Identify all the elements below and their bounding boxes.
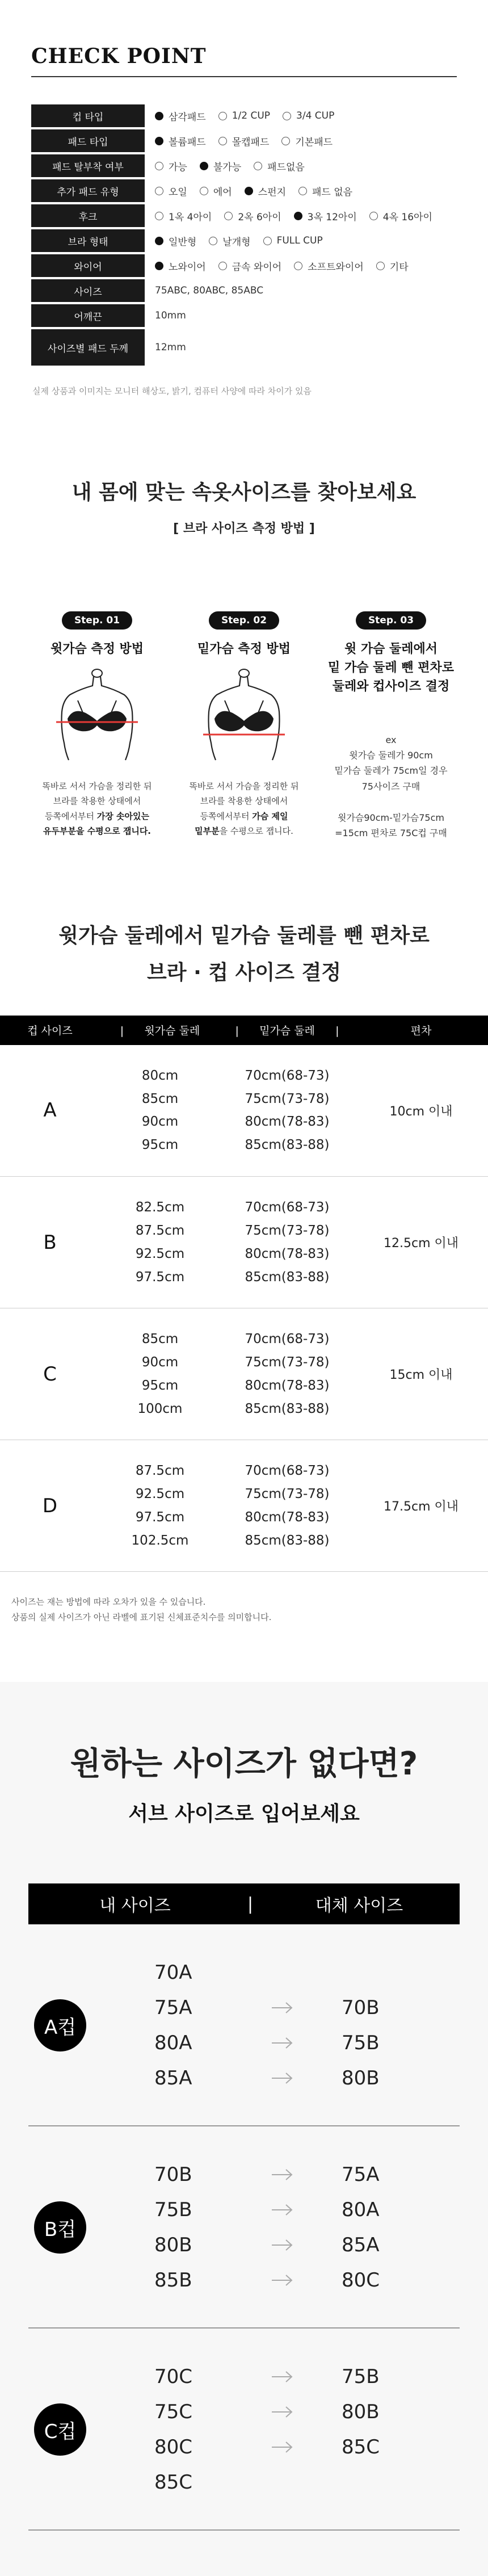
checkpoint-label: 사이즈 — [31, 279, 145, 302]
example-line: 밑가슴 둘레가 75cm일 경우 — [334, 765, 448, 777]
alt-size: 80C — [342, 2269, 380, 2292]
alt-size: 75B — [342, 2365, 380, 2389]
option-label: 불가능 — [213, 161, 242, 173]
under-value: 75cm(73-78) — [245, 1223, 330, 1238]
upper-value: 87.5cm — [135, 1463, 185, 1478]
option-label: 기타 — [389, 261, 409, 273]
upper-value: 95cm — [141, 1378, 179, 1393]
step-3 — [321, 611, 461, 841]
under-value: 85cm(83-88) — [245, 1401, 330, 1416]
option-label: 볼륨패드 — [169, 136, 206, 148]
checkpoint-row — [31, 104, 457, 127]
option-label: 1옥 4아이 — [169, 211, 212, 223]
size-note: 사이즈는 재는 방법에 따라 오차가 있을 수 있습니다. — [11, 1597, 206, 1608]
arrow-right-icon — [234, 2037, 330, 2049]
checkpoint-row — [31, 204, 457, 227]
step-line: 을 수평으로 잽니다. — [219, 825, 293, 836]
checkpoint-table — [31, 102, 457, 368]
cup-size: C — [0, 1308, 100, 1440]
upper-value: 85cm — [141, 1091, 179, 1106]
checkpoint-row — [31, 229, 457, 252]
checkpoint-row — [31, 279, 457, 302]
checkpoint-option — [298, 184, 352, 198]
empty-circle-icon — [218, 137, 227, 145]
step-heading-line: 윗 가슴 둘레에서 — [344, 642, 438, 656]
step-badge: Step. 01 — [62, 611, 132, 630]
step-heading-line: 둘레와 컵사이즈 결정 — [332, 679, 450, 694]
upper-list — [100, 1177, 220, 1308]
under-value: 80cm(78-83) — [245, 1246, 330, 1261]
filled-circle-icon — [155, 262, 163, 270]
header-deviation: 편차 — [410, 1025, 432, 1038]
checkpoint-option — [224, 209, 281, 223]
empty-circle-icon — [263, 237, 272, 245]
option-label: 오일 — [169, 186, 187, 198]
upper-value: 92.5cm — [135, 1246, 185, 1261]
sub-size-group — [28, 1924, 460, 2126]
upper-value: 100cm — [137, 1401, 183, 1416]
under-value: 85cm(83-88) — [245, 1533, 330, 1548]
mannequin-upper-measure-icon — [46, 666, 148, 765]
option-label: 3옥 12아이 — [307, 211, 357, 223]
upper-value: 80cm — [141, 1068, 179, 1083]
deviation: 10cm 이내 — [354, 1045, 488, 1177]
option-label: 패드없음 — [267, 161, 305, 173]
checkpoint-value: 10mm — [155, 310, 186, 321]
my-size: 70B — [154, 2163, 192, 2187]
option-label: 스펀지 — [258, 186, 286, 198]
my-size: 75B — [154, 2199, 192, 2222]
step-heading-line: 밑 가슴 둘레 뺀 편차로 — [328, 661, 454, 675]
option-label: 패드 없음 — [312, 186, 353, 198]
empty-circle-icon — [155, 212, 163, 220]
filled-circle-icon — [294, 212, 302, 220]
step-line: 유두부분을 수평으로 잽니다. — [43, 825, 152, 836]
checkpoint-note: 실제 상품과 이미지는 모니터 해상도, 밝기, 컴퓨터 사양에 따라 차이가 있음 — [32, 386, 312, 396]
size-row — [0, 1308, 488, 1440]
option-label: 삼각패드 — [169, 111, 206, 123]
mannequin-under-measure-icon — [193, 666, 295, 765]
arrow-right-icon — [234, 2274, 330, 2286]
sub-size-section — [0, 1682, 488, 2576]
checkpoint-label: 후크 — [31, 204, 145, 227]
sub-size-title: 원하는 사이즈가 없다면? — [70, 1746, 418, 1783]
my-size: 85A — [154, 2067, 192, 2090]
step-bold: 가장 솟아있는 — [96, 811, 149, 821]
checkpoint-value: 75ABC, 80ABC, 85ABC — [155, 285, 264, 296]
alt-size: 85A — [342, 2234, 380, 2257]
checkpoint-value: 12mm — [155, 342, 186, 353]
alt-size: 80B — [342, 2401, 380, 2424]
sub-size-header — [28, 1883, 460, 1924]
cup-badge: B컵 — [34, 2201, 86, 2254]
option-label: 소프트와이어 — [308, 261, 364, 273]
checkpoint-option — [209, 234, 250, 248]
option-label: 4옥 16아이 — [382, 211, 432, 223]
checkpoint-divider — [31, 76, 457, 77]
steps-row — [0, 611, 488, 841]
under-value: 80cm(78-83) — [245, 1509, 330, 1525]
checkpoint-option — [294, 259, 364, 273]
step-badge: Step. 03 — [356, 611, 426, 630]
example-line: 75사이즈 구매 — [361, 781, 420, 792]
sub-size-row — [154, 2359, 410, 2394]
size-table-title — [0, 918, 488, 992]
checkpoint-options — [145, 104, 457, 127]
example-calc: =15cm 편차로 75C컵 구매 — [335, 827, 447, 838]
filled-circle-icon — [245, 187, 253, 195]
sub-size-subtitle: 서브 사이즈로 입어보세요 — [128, 1802, 360, 1826]
checkpoint-row — [31, 329, 457, 366]
sub-size-group — [28, 2126, 460, 2329]
checkpoint-option — [218, 110, 270, 121]
sub-size-row — [154, 2157, 410, 2192]
upper-value: 92.5cm — [135, 1486, 185, 1501]
empty-circle-icon — [376, 262, 385, 270]
sub-size-rows — [154, 2157, 410, 2298]
step-line: 브라를 착용한 상태에서 — [53, 796, 141, 807]
checkpoint-option — [155, 159, 187, 173]
upper-value: 102.5cm — [131, 1533, 189, 1548]
arrow-right-icon — [234, 2441, 330, 2453]
header-separator: | — [120, 1025, 124, 1038]
sub-size-row — [154, 2465, 410, 2500]
header-my-size: 내 사이즈 — [99, 1896, 171, 1916]
filled-circle-icon — [155, 137, 163, 145]
upper-list — [100, 1045, 220, 1177]
cup-size: D — [0, 1440, 100, 1572]
step-line: 등쪽에서부터 — [45, 811, 97, 821]
under-value: 70cm(68-73) — [245, 1331, 330, 1346]
option-label: 금속 와이어 — [232, 261, 282, 273]
empty-circle-icon — [298, 187, 307, 195]
checkpoint-option — [218, 259, 282, 273]
alt-size: 80A — [342, 2199, 380, 2222]
measure-section — [0, 397, 488, 841]
cup-size: A — [0, 1045, 100, 1177]
checkpoint-options — [145, 179, 457, 202]
measure-title: 내 몸에 맞는 속옷사이즈를 찾아보세요 — [71, 481, 417, 504]
example-label: ex — [385, 735, 397, 745]
empty-circle-icon — [155, 162, 163, 170]
checkpoint-option — [200, 184, 232, 198]
size-table-section — [0, 918, 488, 1625]
header-upper-label: 윗가슴 둘레 — [144, 1025, 200, 1038]
header-separator: | — [235, 1025, 239, 1038]
empty-circle-icon — [155, 187, 163, 195]
deviation: 15cm 이내 — [354, 1308, 488, 1440]
sub-size-row — [154, 2263, 410, 2298]
my-size: 85B — [154, 2269, 192, 2292]
alt-size: 75A — [342, 2163, 380, 2187]
size-table-notes — [0, 1572, 488, 1625]
empty-circle-icon — [294, 262, 302, 270]
upper-value: 97.5cm — [135, 1509, 185, 1525]
checkpoint-option — [155, 134, 206, 148]
upper-list — [100, 1440, 220, 1572]
option-label: 일반형 — [169, 236, 197, 248]
size-note: 상품의 실제 사이즈가 아닌 라벨에 표기된 신체표준치수를 의미합니다. — [11, 1612, 272, 1623]
checkpoint-option — [200, 159, 241, 173]
step-line: 등쪽에서부터 — [200, 811, 253, 821]
checkpoint-options — [145, 229, 457, 252]
arrow-right-icon — [234, 2002, 330, 2014]
checkpoint-label: 패드 타입 — [31, 129, 145, 152]
under-list — [220, 1308, 354, 1440]
step-heading: 윗가슴 측정 방법 — [50, 642, 144, 656]
size-row — [0, 1440, 488, 1572]
measure-subtitle: [ 브라 사이즈 측정 방법 ] — [173, 522, 315, 536]
under-list — [220, 1440, 354, 1572]
option-label: FULL CUP — [276, 235, 323, 246]
header-separator: | — [247, 1894, 254, 1914]
empty-circle-icon — [209, 237, 217, 245]
option-label: 노와이어 — [169, 261, 206, 273]
step-line: 똑바로 서서 가슴을 정리한 뒤 — [189, 781, 299, 791]
alt-size: 70B — [342, 1996, 380, 2020]
sub-size-row — [154, 2025, 410, 2061]
step-badge: Step. 02 — [209, 611, 279, 630]
step-heading — [328, 640, 454, 696]
empty-circle-icon — [283, 112, 291, 120]
checkpoint-row — [31, 179, 457, 202]
under-value: 75cm(73-78) — [245, 1091, 330, 1106]
size-table-title-line: 윗가슴 둘레에서 밑가슴 둘레를 뺀 편차로 — [58, 924, 430, 948]
sub-size-row — [154, 2192, 410, 2227]
header-under-label: 밑가슴 둘레 — [259, 1025, 315, 1038]
my-size: 70A — [154, 1961, 192, 1985]
step-bold: 밑부분 — [195, 825, 220, 836]
option-label: 1/2 CUP — [232, 110, 271, 121]
empty-circle-icon — [254, 162, 262, 170]
empty-circle-icon — [224, 212, 233, 220]
checkpoint-option — [369, 209, 432, 223]
step-2 — [174, 611, 314, 841]
sub-size-rows — [154, 1955, 410, 2096]
sub-size-row — [154, 2394, 410, 2430]
header-alt-size: 대체 사이즈 — [315, 1896, 403, 1916]
my-size: 80B — [154, 2234, 192, 2257]
step-heading: 밑가슴 측정 방법 — [197, 642, 291, 656]
checkpoint-option — [283, 110, 334, 121]
checkpoint-option — [263, 235, 323, 246]
step-3-text — [334, 732, 447, 841]
sub-size-row — [154, 2061, 410, 2096]
size-row — [0, 1045, 488, 1177]
arrow-right-icon — [234, 2168, 330, 2181]
arrow-right-icon — [234, 2406, 330, 2418]
deviation: 12.5cm 이내 — [354, 1177, 488, 1308]
my-size: 75C — [154, 2401, 193, 2424]
checkpoint-row — [31, 304, 457, 327]
upper-value: 90cm — [141, 1114, 179, 1130]
under-value: 85cm(83-88) — [245, 1138, 330, 1153]
sub-size-groups — [28, 1924, 460, 2531]
size-row — [0, 1177, 488, 1308]
checkpoint-option — [155, 109, 206, 123]
checkpoint-option — [155, 234, 196, 248]
under-value: 80cm(78-83) — [245, 1114, 330, 1130]
checkpoint-row — [31, 129, 457, 152]
empty-circle-icon — [369, 212, 378, 220]
checkpoint-options — [145, 129, 457, 152]
my-size: 80C — [154, 2436, 193, 2459]
checkpoint-title: CHECK POINT — [31, 44, 207, 68]
checkpoint-section — [0, 0, 488, 397]
arrow-right-icon — [234, 2204, 330, 2216]
under-value: 70cm(68-73) — [245, 1068, 330, 1083]
checkpoint-option — [155, 259, 206, 273]
checkpoint-label: 컵 타입 — [31, 104, 145, 127]
under-value: 75cm(73-78) — [245, 1354, 330, 1370]
arrow-right-icon — [234, 2371, 330, 2383]
cup-size: B — [0, 1177, 100, 1308]
checkpoint-label: 브라 형태 — [31, 229, 145, 252]
option-label: 에어 — [213, 186, 232, 198]
checkpoint-label: 패드 탈부착 여부 — [31, 154, 145, 177]
checkpoint-options — [145, 204, 457, 227]
under-list — [220, 1177, 354, 1308]
empty-circle-icon — [218, 112, 227, 120]
example-calc: 윗가슴90cm-밑가슴75cm — [337, 812, 444, 823]
example-line: 윗가슴 둘레가 90cm — [349, 750, 433, 761]
alt-size: 80B — [342, 2067, 380, 2090]
option-label: 2옥 6아이 — [238, 211, 281, 223]
checkpoint-options — [145, 154, 457, 177]
checkpoint-label: 추가 패드 유형 — [31, 179, 145, 202]
checkpoint-option — [155, 209, 212, 223]
checkpoint-label: 사이즈별 패드 두께 — [31, 329, 145, 366]
under-value: 70cm(68-73) — [245, 1463, 330, 1478]
filled-circle-icon — [155, 112, 163, 120]
checkpoint-option — [376, 259, 409, 273]
header-under — [220, 1016, 354, 1045]
step-2-text — [190, 779, 299, 838]
checkpoint-option — [218, 134, 270, 148]
empty-circle-icon — [200, 187, 208, 195]
under-value: 80cm(78-83) — [245, 1378, 330, 1393]
arrow-right-icon — [234, 2072, 330, 2084]
checkpoint-row — [31, 254, 457, 277]
my-size: 80A — [154, 2032, 192, 2055]
sub-size-rows — [154, 2359, 410, 2500]
step-1 — [27, 611, 167, 841]
checkpoint-row — [31, 154, 457, 177]
cup-badge: C컵 — [34, 2403, 86, 2456]
empty-circle-icon — [281, 137, 290, 145]
upper-value: 95cm — [141, 1138, 179, 1153]
checkpoint-option — [245, 184, 286, 198]
cup-badge: A컵 — [34, 1999, 86, 2051]
my-size: 85C — [154, 2471, 193, 2494]
checkpoint-option — [281, 134, 333, 148]
upper-value: 82.5cm — [135, 1199, 185, 1215]
checkpoint-label: 와이어 — [31, 254, 145, 277]
upper-value: 85cm — [141, 1331, 179, 1346]
under-list — [220, 1045, 354, 1177]
sub-size-row — [154, 2430, 410, 2465]
checkpoint-option — [254, 159, 305, 173]
sub-size-row — [154, 1955, 410, 1990]
option-label: 가능 — [169, 161, 187, 173]
filled-circle-icon — [200, 162, 208, 170]
empty-circle-icon — [218, 262, 227, 270]
filled-circle-icon — [155, 237, 163, 245]
step-line: 똑바로 서서 가슴을 정리한 뒤 — [42, 781, 152, 791]
sub-size-row — [154, 2227, 410, 2263]
step-line: 브라를 착용한 상태에서 — [200, 796, 288, 807]
upper-value: 90cm — [141, 1354, 179, 1370]
option-label: 3/4 CUP — [296, 110, 335, 121]
checkpoint-option — [294, 209, 357, 223]
header-separator: | — [335, 1025, 339, 1038]
step-1-text — [43, 779, 152, 838]
sub-size-group — [28, 2329, 460, 2531]
checkpoint-label: 어깨끈 — [31, 304, 145, 327]
my-size: 75A — [154, 1996, 192, 2020]
alt-size: 85C — [342, 2436, 380, 2459]
under-value: 70cm(68-73) — [245, 1199, 330, 1215]
my-size: 70C — [154, 2365, 193, 2389]
under-value: 75cm(73-78) — [245, 1486, 330, 1501]
arrow-right-icon — [234, 2239, 330, 2251]
deviation: 17.5cm 이내 — [354, 1440, 488, 1572]
size-table-header — [0, 1016, 488, 1045]
step-bold: 가슴 제일 — [252, 811, 288, 821]
under-value: 85cm(83-88) — [245, 1269, 330, 1285]
checkpoint-option — [155, 184, 187, 198]
sub-size-row — [154, 1990, 410, 2025]
size-table-title-line: 브라 · 컵 사이즈 결정 — [146, 960, 342, 984]
upper-value: 87.5cm — [135, 1223, 185, 1238]
option-label: 날개형 — [222, 236, 251, 248]
upper-list — [100, 1308, 220, 1440]
upper-value: 97.5cm — [135, 1269, 185, 1285]
alt-size: 75B — [342, 2032, 380, 2055]
option-label: 몰캡패드 — [232, 136, 270, 148]
checkpoint-options — [145, 254, 457, 277]
header-cup: 컵 사이즈 — [27, 1025, 73, 1038]
header-upper — [100, 1016, 220, 1045]
size-table — [0, 1016, 488, 1572]
option-label: 기본패드 — [295, 136, 333, 148]
